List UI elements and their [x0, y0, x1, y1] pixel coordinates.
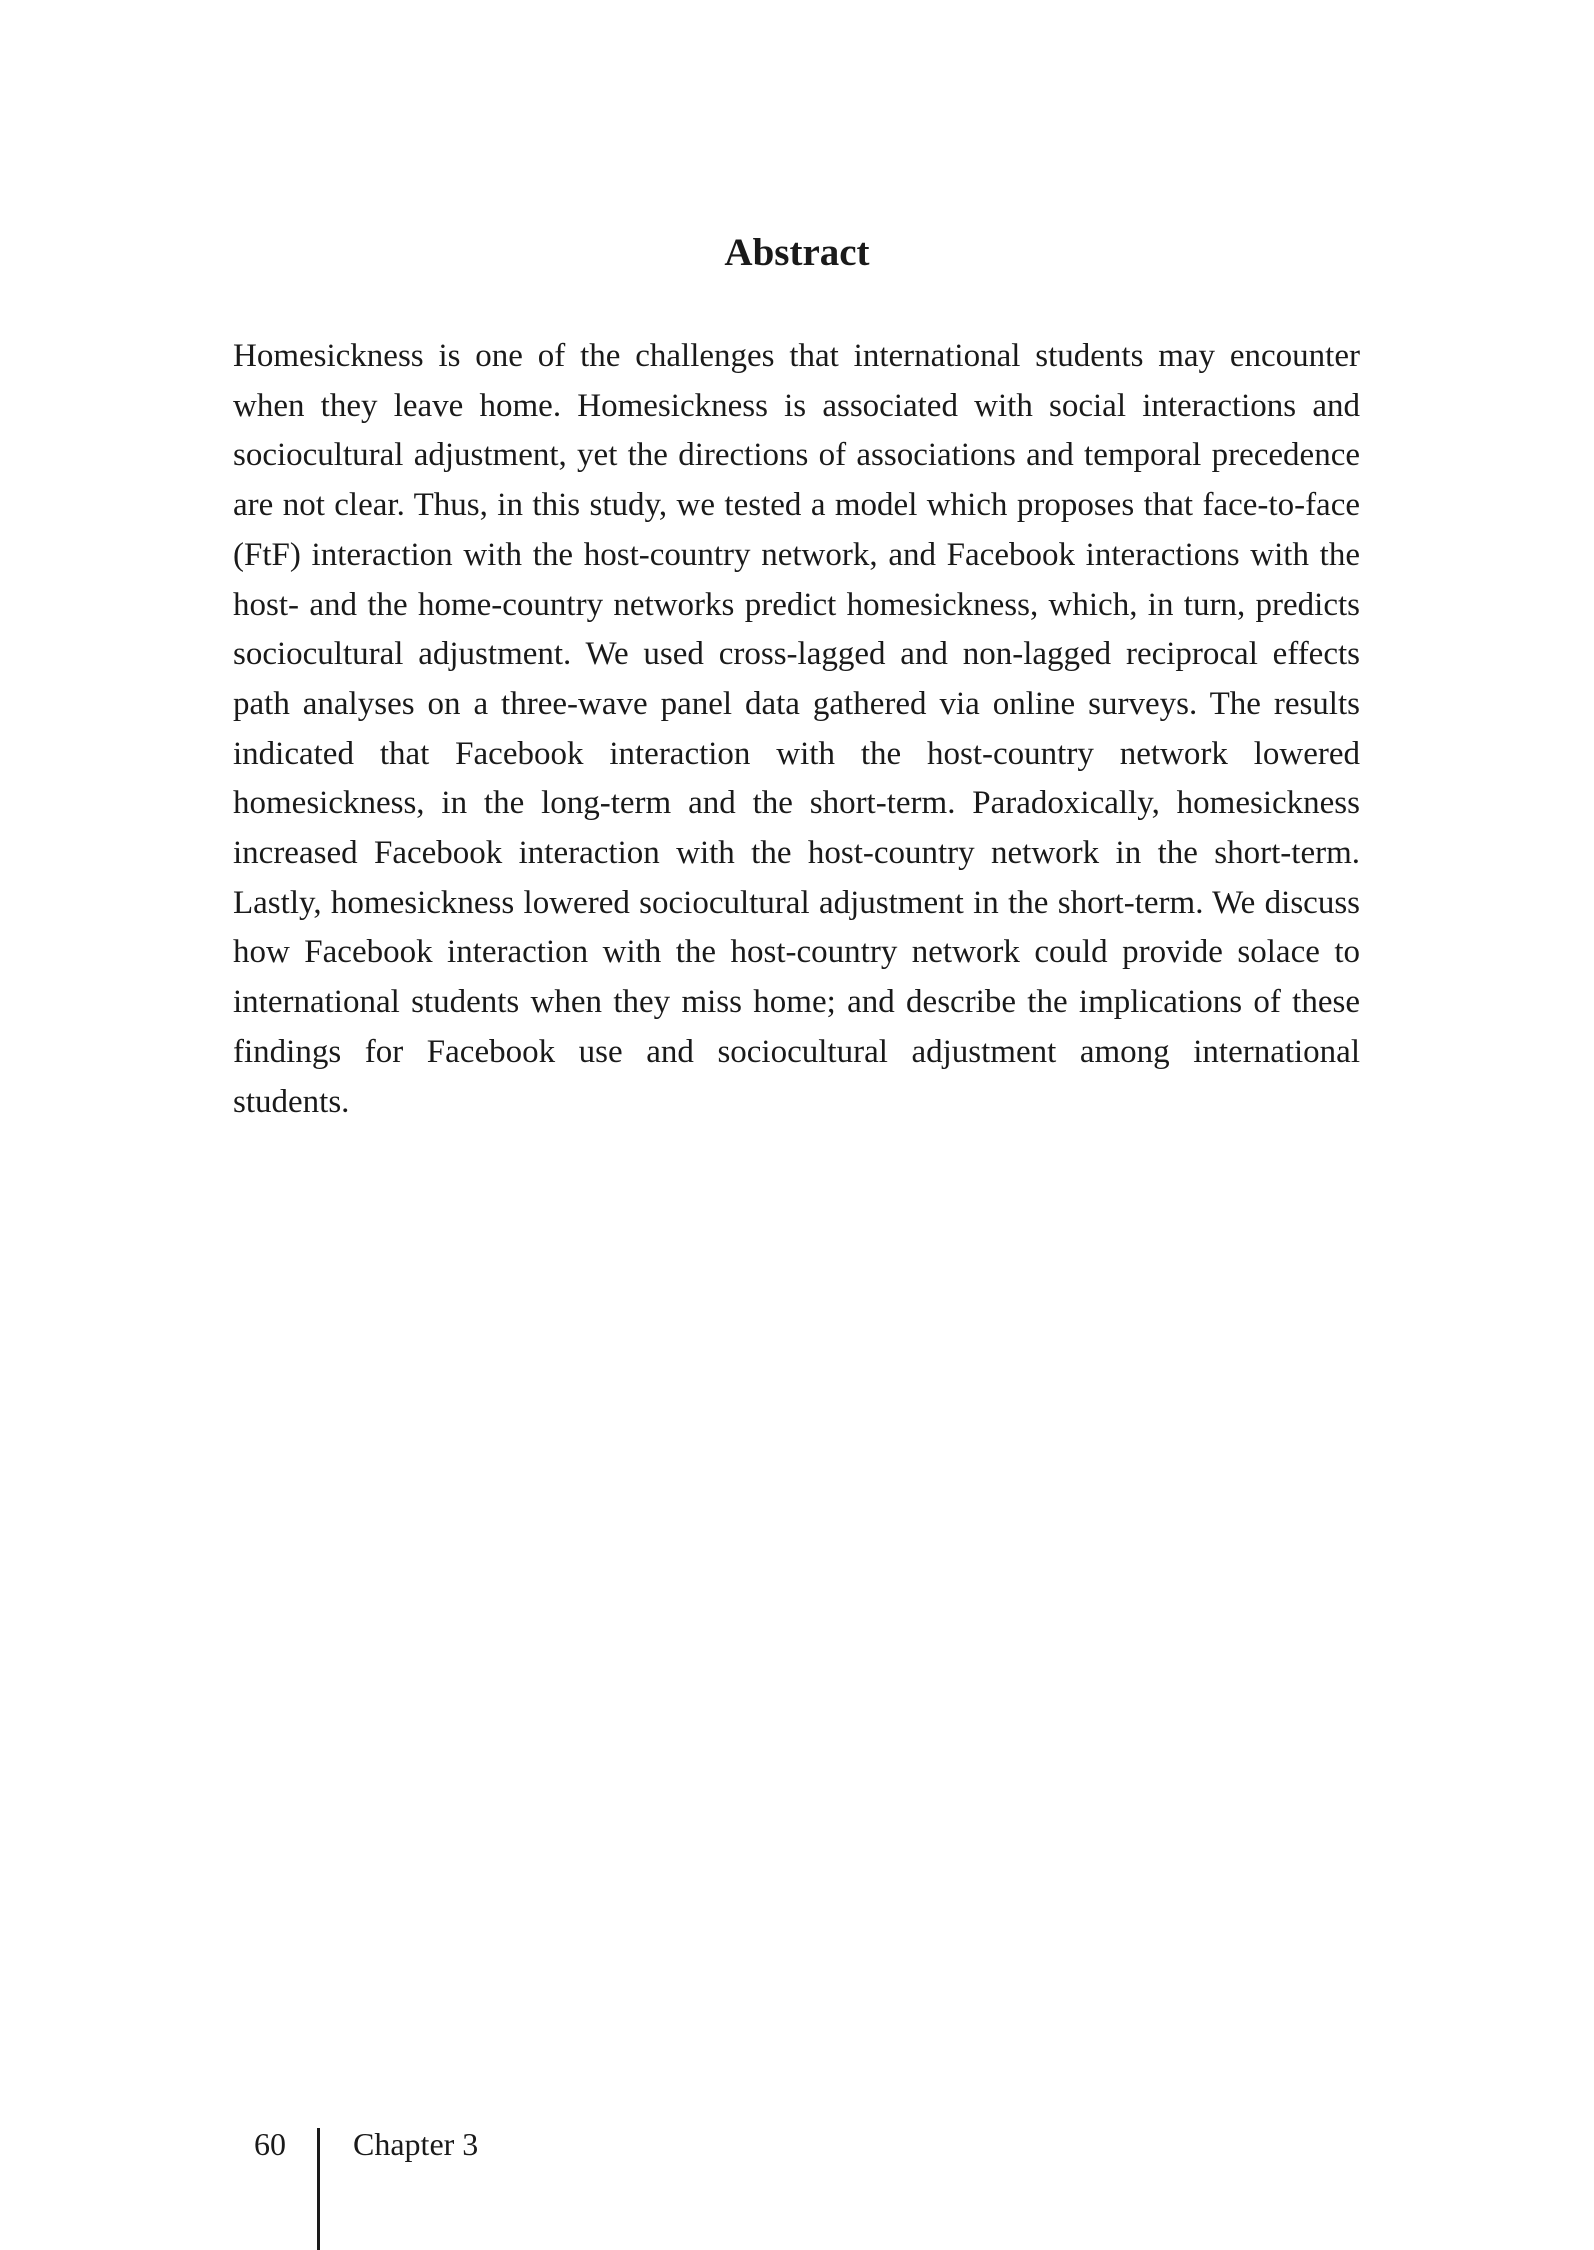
abstract-paragraph: Homesickness is one of the challenges that international students may encounter when they leave home. Homesickness is associated with social interactions and sociocultural adjustment, yet the directions of associations and temporal precedence are not clear. Thus, in this study, we tested a model which proposes that face-to-face (FtF) interaction with the host-country network, and Facebook interactions with the host- and the home-country networks predict homesickness, which, in turn, predicts sociocultural adjustment. We used cross-lagged and non-lagged reciprocal effects path analyses on a three-wave panel data gathered via online surveys. The results indicated that Facebook interaction with the host-country network lowered homesickness, in the long-term and the short-term. Paradoxically, homesickness increased Facebook interaction with the host-country network in the short-term. Lastly, homesickness lowered sociocultural adjustment in the short-term. We discuss how Facebook interaction with the host-country network could provide solace to international students when they miss home; and describe the implications of these findings for Facebook use and sociocultural adjustment among international students.	[233, 338, 1360, 1120]
abstract-heading: Abstract	[724, 231, 870, 274]
running-footer-chapter: Chapter 3	[353, 2126, 479, 2162]
footer-divider	[317, 2128, 320, 2250]
page-number: 60	[254, 2126, 286, 2162]
